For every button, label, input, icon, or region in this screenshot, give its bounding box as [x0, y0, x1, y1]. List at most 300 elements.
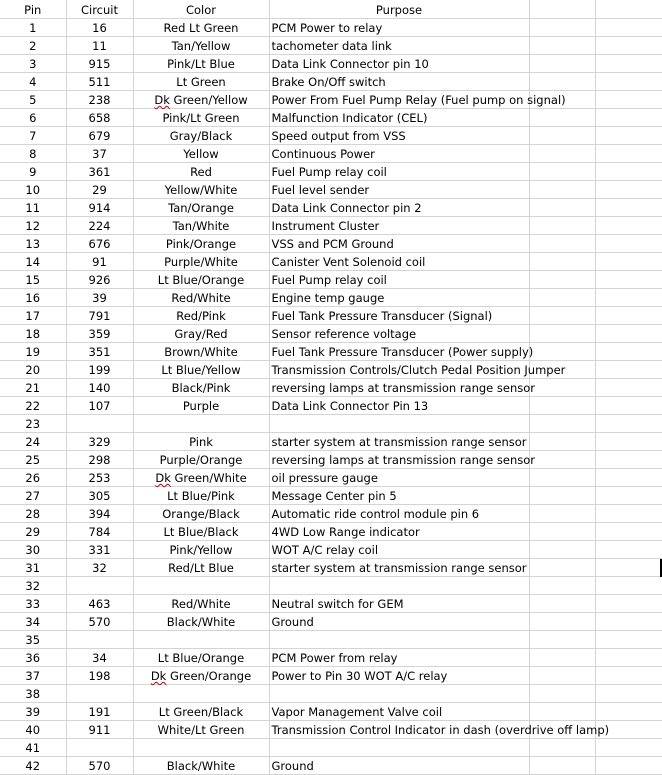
- table-row: [0, 595, 662, 613]
- table-body: [0, 19, 662, 775]
- empty-cell[interactable]: [529, 307, 595, 325]
- empty-cell[interactable]: [529, 595, 595, 613]
- empty-cell[interactable]: [595, 451, 662, 469]
- cell-purpose[interactable]: [269, 37, 529, 55]
- cell-color[interactable]: [133, 343, 269, 361]
- empty-cell[interactable]: [529, 325, 595, 343]
- cell-pin[interactable]: [0, 685, 66, 703]
- cell-pin[interactable]: [0, 109, 66, 127]
- empty-cell[interactable]: [529, 433, 595, 451]
- header-color[interactable]: Color: [133, 0, 269, 19]
- empty-cell[interactable]: [595, 55, 662, 73]
- empty-cell[interactable]: [595, 505, 662, 523]
- cell-purpose[interactable]: [269, 127, 529, 145]
- cell-purpose[interactable]: [269, 379, 536, 397]
- cell-purpose[interactable]: [269, 73, 529, 91]
- empty-cell[interactable]: [529, 145, 595, 163]
- cell-pin[interactable]: [0, 415, 66, 433]
- cell-circuit[interactable]: [66, 613, 133, 631]
- cell-purpose[interactable]: [269, 505, 529, 523]
- cell-circuit[interactable]: [66, 451, 133, 469]
- cell-color[interactable]: [133, 631, 269, 649]
- cell-color-text: Tan/Yellow: [171, 39, 231, 53]
- cell-color-text: Dk Green/Yellow: [154, 93, 248, 107]
- empty-cell[interactable]: [529, 487, 595, 505]
- cell-purpose-text: VSS and PCM Ground: [271, 237, 394, 251]
- cell-pin-text: 24: [25, 435, 41, 449]
- empty-cell[interactable]: [595, 145, 662, 163]
- cell-pin-text: 16: [25, 291, 41, 305]
- empty-cell[interactable]: [529, 127, 595, 145]
- cell-purpose[interactable]: [269, 757, 529, 775]
- cell-pin[interactable]: [0, 55, 66, 73]
- cell-purpose[interactable]: [269, 253, 529, 271]
- empty-cell[interactable]: [529, 523, 595, 541]
- empty-cell[interactable]: [529, 685, 595, 703]
- cell-purpose[interactable]: [269, 487, 529, 505]
- cell-circuit[interactable]: [66, 19, 133, 37]
- cell-purpose[interactable]: [269, 631, 529, 649]
- empty-cell[interactable]: [595, 73, 662, 91]
- cell-pin[interactable]: [0, 217, 66, 235]
- cell-purpose[interactable]: [269, 55, 529, 73]
- cell-color[interactable]: [133, 199, 269, 217]
- cell-circuit[interactable]: [66, 73, 133, 91]
- spellcheck-underline: Dk: [154, 93, 170, 107]
- cell-circuit[interactable]: [66, 217, 133, 235]
- table-row: [0, 37, 662, 55]
- cell-purpose[interactable]: [269, 289, 529, 307]
- cell-color[interactable]: [133, 37, 269, 55]
- cell-purpose[interactable]: [269, 685, 529, 703]
- cell-pin[interactable]: [0, 487, 66, 505]
- cell-color[interactable]: [133, 469, 269, 487]
- table-row: [0, 469, 662, 487]
- cell-pin-text: 18: [25, 327, 41, 341]
- header-purpose[interactable]: Purpose: [269, 0, 529, 19]
- empty-cell[interactable]: [529, 199, 595, 217]
- empty-cell[interactable]: [595, 523, 662, 541]
- empty-cell[interactable]: [529, 19, 595, 37]
- empty-cell[interactable]: [529, 55, 595, 73]
- empty-cell[interactable]: [529, 0, 595, 19]
- cell-circuit[interactable]: [66, 667, 133, 685]
- cell-circuit[interactable]: [66, 631, 133, 649]
- cell-color-text: Red Lt Green: [163, 21, 239, 35]
- cell-color[interactable]: [133, 523, 269, 541]
- cell-pin[interactable]: [0, 541, 66, 559]
- cell-pin[interactable]: [0, 163, 66, 181]
- cell-pin[interactable]: [0, 451, 66, 469]
- empty-cell[interactable]: [529, 451, 595, 469]
- cell-purpose[interactable]: [269, 19, 529, 37]
- empty-cell[interactable]: [595, 703, 662, 721]
- empty-cell[interactable]: [595, 235, 662, 253]
- cell-pin[interactable]: [0, 595, 66, 613]
- cell-purpose[interactable]: [269, 415, 529, 433]
- empty-cell[interactable]: [529, 649, 595, 667]
- cell-pin[interactable]: [0, 649, 66, 667]
- cell-circuit[interactable]: [66, 577, 133, 595]
- empty-cell[interactable]: [529, 235, 595, 253]
- cell-color[interactable]: [133, 613, 269, 631]
- header-pin[interactable]: Pin: [0, 0, 66, 19]
- cell-pin[interactable]: [0, 127, 66, 145]
- empty-cell[interactable]: [595, 379, 662, 397]
- cell-pin[interactable]: [0, 523, 66, 541]
- cell-purpose[interactable]: [269, 721, 610, 739]
- cell-pin-text: 20: [25, 363, 41, 377]
- empty-cell[interactable]: [595, 307, 662, 325]
- cell-purpose[interactable]: [269, 199, 529, 217]
- table-row: [0, 55, 662, 73]
- cell-color[interactable]: [133, 307, 269, 325]
- cell-circuit[interactable]: [66, 163, 133, 181]
- cell-pin[interactable]: [0, 631, 66, 649]
- cell-purpose[interactable]: [269, 433, 529, 451]
- empty-cell[interactable]: [595, 541, 662, 559]
- cell-pin[interactable]: [0, 91, 66, 109]
- cell-circuit[interactable]: [66, 649, 133, 667]
- cell-purpose[interactable]: [269, 109, 529, 127]
- empty-cell[interactable]: [529, 703, 595, 721]
- cell-purpose[interactable]: [269, 649, 529, 667]
- cell-color[interactable]: [133, 505, 269, 523]
- empty-cell[interactable]: [529, 667, 595, 685]
- cell-pin-text: 22: [25, 399, 41, 413]
- cell-purpose[interactable]: [269, 343, 534, 361]
- cell-pin[interactable]: [0, 343, 66, 361]
- empty-cell[interactable]: [595, 217, 662, 235]
- cell-purpose[interactable]: [269, 451, 536, 469]
- empty-cell[interactable]: [595, 685, 662, 703]
- cell-color[interactable]: [133, 361, 269, 379]
- cell-pin[interactable]: [0, 613, 66, 631]
- empty-cell[interactable]: [595, 37, 662, 55]
- cell-pin-text: 38: [25, 687, 41, 701]
- cell-color[interactable]: [133, 649, 269, 667]
- cell-circuit-text: 253: [88, 471, 111, 485]
- empty-cell[interactable]: [595, 19, 662, 37]
- cell-circuit[interactable]: [66, 253, 133, 271]
- cell-color-text: Gray/Black: [169, 129, 233, 143]
- empty-cell[interactable]: [595, 757, 662, 775]
- cell-pin[interactable]: [0, 199, 66, 217]
- cell-purpose[interactable]: [269, 307, 529, 325]
- cell-purpose[interactable]: [269, 613, 529, 631]
- cell-purpose-text: Transmission Control Indicator in dash (overdrive off lamp): [271, 723, 610, 737]
- cell-purpose[interactable]: [269, 163, 529, 181]
- cell-pin[interactable]: [0, 307, 66, 325]
- cell-color[interactable]: [133, 235, 269, 253]
- cell-purpose[interactable]: [269, 523, 529, 541]
- cell-purpose[interactable]: [269, 397, 529, 415]
- empty-cell[interactable]: [529, 613, 595, 631]
- cell-pin[interactable]: [0, 289, 66, 307]
- cell-circuit[interactable]: [66, 109, 133, 127]
- cell-circuit[interactable]: [66, 127, 133, 145]
- empty-cell[interactable]: [529, 631, 595, 649]
- cell-purpose[interactable]: [269, 91, 566, 109]
- cell-color[interactable]: [133, 595, 269, 613]
- cell-purpose-text: Fuel Pump relay coil: [271, 165, 387, 179]
- cell-color[interactable]: [133, 721, 269, 739]
- cell-pin-text: 35: [25, 633, 41, 647]
- cell-circuit[interactable]: [66, 685, 133, 703]
- cell-purpose[interactable]: [269, 739, 529, 757]
- cell-pin[interactable]: [0, 37, 66, 55]
- cell-circuit[interactable]: [66, 91, 133, 109]
- empty-cell[interactable]: [595, 739, 662, 757]
- cell-color[interactable]: [133, 577, 269, 595]
- empty-cell[interactable]: [595, 109, 662, 127]
- cell-pin[interactable]: [0, 325, 66, 343]
- cell-pin[interactable]: [0, 397, 66, 415]
- cell-pin[interactable]: [0, 235, 66, 253]
- cell-circuit[interactable]: [66, 55, 133, 73]
- cell-pin-text: 42: [25, 759, 41, 773]
- cell-color[interactable]: [133, 55, 269, 73]
- cell-color[interactable]: [133, 559, 269, 577]
- table-row: [0, 91, 662, 109]
- cell-color[interactable]: [133, 109, 269, 127]
- cell-color[interactable]: [133, 19, 269, 37]
- empty-cell[interactable]: [595, 559, 662, 577]
- cell-circuit[interactable]: [66, 379, 133, 397]
- empty-cell[interactable]: [595, 127, 662, 145]
- cell-pin[interactable]: [0, 433, 66, 451]
- cell-pin-text: 14: [25, 255, 41, 269]
- empty-cell[interactable]: [595, 487, 662, 505]
- empty-cell[interactable]: [595, 469, 662, 487]
- cell-circuit-text: 570: [88, 759, 111, 773]
- cell-purpose[interactable]: [269, 235, 529, 253]
- cell-color[interactable]: [133, 703, 269, 721]
- cell-circuit[interactable]: [66, 721, 133, 739]
- empty-cell[interactable]: [529, 541, 595, 559]
- cell-circuit[interactable]: [66, 523, 133, 541]
- cell-purpose[interactable]: [269, 595, 529, 613]
- cell-purpose[interactable]: [269, 577, 529, 595]
- empty-cell[interactable]: [529, 379, 595, 397]
- header-circuit[interactable]: Circuit: [66, 0, 133, 19]
- cell-circuit[interactable]: [66, 703, 133, 721]
- cell-circuit-text: 198: [88, 669, 111, 683]
- cell-circuit[interactable]: [66, 235, 133, 253]
- empty-cell[interactable]: [595, 577, 662, 595]
- cell-circuit[interactable]: [66, 415, 133, 433]
- empty-cell[interactable]: [529, 289, 595, 307]
- empty-cell[interactable]: [529, 181, 595, 199]
- cell-color[interactable]: [133, 145, 269, 163]
- empty-cell[interactable]: [529, 217, 595, 235]
- cell-circuit[interactable]: [66, 739, 133, 757]
- cell-circuit[interactable]: [66, 271, 133, 289]
- cell-circuit[interactable]: [66, 595, 133, 613]
- cell-color-text: Pink: [189, 435, 213, 449]
- table-row: [0, 667, 662, 685]
- cell-purpose[interactable]: [269, 325, 529, 343]
- empty-cell[interactable]: [595, 271, 662, 289]
- empty-cell[interactable]: [529, 37, 595, 55]
- cell-circuit[interactable]: [66, 433, 133, 451]
- cell-circuit[interactable]: [66, 37, 133, 55]
- cell-color[interactable]: [133, 253, 269, 271]
- cell-circuit-text: 238: [88, 93, 111, 107]
- cell-color-text: Yellow/White: [164, 183, 238, 197]
- cell-color[interactable]: [133, 739, 269, 757]
- cell-purpose[interactable]: [269, 667, 529, 685]
- cell-pin-text: 40: [25, 723, 41, 737]
- cell-circuit[interactable]: [66, 469, 133, 487]
- cell-circuit[interactable]: [66, 361, 133, 379]
- cell-purpose[interactable]: [269, 361, 566, 379]
- empty-cell[interactable]: [595, 613, 662, 631]
- cell-pin[interactable]: [0, 757, 66, 775]
- cell-pin[interactable]: [0, 181, 66, 199]
- empty-cell[interactable]: [529, 73, 595, 91]
- table-row: [0, 487, 662, 505]
- cell-color[interactable]: [133, 271, 269, 289]
- cell-pin[interactable]: [0, 469, 66, 487]
- table-row: [0, 397, 662, 415]
- cell-color[interactable]: [133, 289, 269, 307]
- cell-purpose[interactable]: [269, 469, 529, 487]
- table-row: [0, 415, 662, 433]
- cell-pin[interactable]: [0, 271, 66, 289]
- cell-pin-text: 31: [25, 561, 41, 575]
- cell-circuit[interactable]: [66, 289, 133, 307]
- empty-cell[interactable]: [595, 397, 662, 415]
- cell-color[interactable]: [133, 397, 269, 415]
- cell-circuit[interactable]: [66, 505, 133, 523]
- cell-color-text: Tan/White: [172, 219, 230, 233]
- cell-pin[interactable]: [0, 253, 66, 271]
- cell-circuit[interactable]: [66, 559, 133, 577]
- cell-circuit[interactable]: [66, 541, 133, 559]
- cell-color[interactable]: [133, 217, 269, 235]
- empty-cell[interactable]: [529, 559, 595, 577]
- empty-cell[interactable]: [595, 181, 662, 199]
- cell-pin-text: 25: [25, 453, 41, 467]
- cell-purpose[interactable]: [269, 217, 529, 235]
- cell-color[interactable]: [133, 163, 269, 181]
- cell-circuit[interactable]: [66, 307, 133, 325]
- empty-cell[interactable]: [595, 343, 662, 361]
- cell-circuit[interactable]: [66, 145, 133, 163]
- cell-circuit[interactable]: [66, 757, 133, 775]
- cell-pin-text: 11: [25, 201, 41, 215]
- cell-pin[interactable]: [0, 19, 66, 37]
- cell-pin[interactable]: [0, 145, 66, 163]
- cell-pin[interactable]: [0, 739, 66, 757]
- cell-color[interactable]: [133, 667, 269, 685]
- empty-cell[interactable]: [595, 91, 662, 109]
- empty-cell[interactable]: [529, 577, 595, 595]
- cell-circuit[interactable]: [66, 181, 133, 199]
- cell-purpose[interactable]: [269, 559, 529, 577]
- empty-cell[interactable]: [529, 397, 595, 415]
- table-row: [0, 433, 662, 451]
- empty-cell[interactable]: [529, 415, 595, 433]
- cell-circuit[interactable]: [66, 487, 133, 505]
- cell-color[interactable]: [133, 757, 269, 775]
- cell-pin-text: 3: [29, 57, 37, 71]
- cell-circuit-text: 32: [92, 561, 107, 575]
- empty-cell[interactable]: [529, 739, 595, 757]
- empty-cell[interactable]: [595, 595, 662, 613]
- cell-color[interactable]: [133, 451, 269, 469]
- empty-cell[interactable]: [595, 163, 662, 181]
- cell-pin[interactable]: [0, 703, 66, 721]
- empty-cell[interactable]: [529, 271, 595, 289]
- empty-cell[interactable]: [529, 757, 595, 775]
- empty-cell[interactable]: [595, 289, 662, 307]
- cell-purpose[interactable]: [269, 703, 529, 721]
- empty-cell[interactable]: [529, 505, 595, 523]
- cell-pin[interactable]: [0, 361, 66, 379]
- empty-cell[interactable]: [595, 415, 662, 433]
- cell-purpose-text: Engine temp gauge: [271, 291, 385, 305]
- empty-cell[interactable]: [595, 325, 662, 343]
- empty-cell[interactable]: [529, 163, 595, 181]
- cell-pin[interactable]: [0, 73, 66, 91]
- cell-purpose[interactable]: [269, 271, 529, 289]
- cell-pin[interactable]: [0, 379, 66, 397]
- cell-purpose-text: Malfunction Indicator (CEL): [271, 111, 428, 125]
- cell-pin[interactable]: [0, 505, 66, 523]
- cell-color[interactable]: [133, 487, 269, 505]
- empty-cell[interactable]: [529, 469, 595, 487]
- cell-color[interactable]: [133, 685, 269, 703]
- cell-color[interactable]: [133, 127, 269, 145]
- cell-color[interactable]: [133, 541, 269, 559]
- empty-cell[interactable]: [595, 253, 662, 271]
- cell-pin[interactable]: [0, 667, 66, 685]
- cell-purpose[interactable]: [269, 145, 529, 163]
- cell-pin[interactable]: [0, 577, 66, 595]
- empty-cell[interactable]: [595, 631, 662, 649]
- cell-purpose[interactable]: [269, 181, 529, 199]
- cell-color[interactable]: [133, 379, 269, 397]
- table-row: [0, 631, 662, 649]
- cell-purpose[interactable]: [269, 541, 529, 559]
- cell-pin-text: 33: [25, 597, 41, 611]
- cell-circuit[interactable]: [66, 397, 133, 415]
- cell-pin[interactable]: [0, 721, 66, 739]
- empty-cell[interactable]: [595, 667, 662, 685]
- cell-color[interactable]: [133, 91, 269, 109]
- empty-cell[interactable]: [529, 253, 595, 271]
- cell-circuit[interactable]: [66, 199, 133, 217]
- cell-color[interactable]: [133, 415, 269, 433]
- empty-cell[interactable]: [595, 649, 662, 667]
- empty-cell[interactable]: [595, 433, 662, 451]
- cell-color[interactable]: [133, 325, 269, 343]
- cell-color[interactable]: [133, 73, 269, 91]
- empty-cell[interactable]: [529, 109, 595, 127]
- empty-cell[interactable]: [529, 343, 595, 361]
- cell-color[interactable]: [133, 181, 269, 199]
- cell-circuit[interactable]: [66, 325, 133, 343]
- empty-cell[interactable]: [595, 199, 662, 217]
- empty-cell[interactable]: [595, 0, 662, 19]
- cell-pin[interactable]: [0, 559, 66, 577]
- empty-cell[interactable]: [595, 361, 662, 379]
- cell-circuit-text: 915: [88, 57, 111, 71]
- cell-circuit[interactable]: [66, 343, 133, 361]
- cell-color[interactable]: [133, 433, 269, 451]
